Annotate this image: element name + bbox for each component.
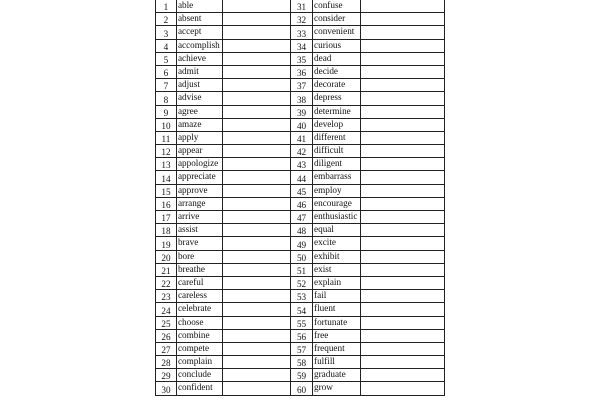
right-word-cell: excite xyxy=(313,237,361,250)
right-word-cell: diligent xyxy=(313,158,361,171)
right-answer-cell xyxy=(361,158,445,171)
right-word-cell: encourage xyxy=(313,197,361,210)
right-number-cell: 46 xyxy=(291,197,313,210)
right-answer-cell xyxy=(361,65,445,78)
left-word-cell: careful xyxy=(176,276,222,289)
right-answer-cell xyxy=(361,329,445,342)
table-row xyxy=(156,211,445,224)
left-answer-cell xyxy=(223,118,291,131)
right-answer-cell xyxy=(361,105,445,118)
left-answer-cell xyxy=(223,329,291,342)
right-number-cell: 53 xyxy=(291,290,313,303)
left-word-cell: accomplish xyxy=(176,39,222,52)
right-number-cell: 48 xyxy=(291,224,313,237)
right-number-cell: 55 xyxy=(291,316,313,329)
left-word-cell: confident xyxy=(176,382,222,395)
left-word-cell: bore xyxy=(176,250,222,263)
left-answer-cell xyxy=(223,197,291,210)
right-number-cell: 37 xyxy=(291,79,313,92)
left-number-cell: 30 xyxy=(156,382,177,395)
left-number-cell: 28 xyxy=(156,356,177,369)
left-word-cell: amaze xyxy=(176,118,222,131)
left-number-cell: 8 xyxy=(156,92,177,105)
left-word-cell: able xyxy=(176,0,222,13)
vocabulary-table-body xyxy=(156,0,445,395)
left-word-cell: compete xyxy=(176,342,222,355)
right-number-cell: 45 xyxy=(291,184,313,197)
right-word-cell: graduate xyxy=(313,369,361,382)
right-number-cell: 50 xyxy=(291,250,313,263)
left-answer-cell xyxy=(223,105,291,118)
left-word-cell: appologize xyxy=(176,158,222,171)
left-word-cell: adjust xyxy=(176,79,222,92)
right-word-cell: equal xyxy=(313,224,361,237)
right-answer-cell xyxy=(361,13,445,26)
right-word-cell: grow xyxy=(313,382,361,395)
right-word-cell: employ xyxy=(313,184,361,197)
left-answer-cell xyxy=(223,342,291,355)
left-word-cell: assist xyxy=(176,224,222,237)
left-answer-cell xyxy=(223,290,291,303)
table-row xyxy=(156,303,445,316)
left-answer-cell xyxy=(223,356,291,369)
left-number-cell: 6 xyxy=(156,65,177,78)
table-row xyxy=(156,26,445,39)
right-number-cell: 56 xyxy=(291,329,313,342)
left-answer-cell xyxy=(223,171,291,184)
right-answer-cell xyxy=(361,118,445,131)
left-answer-cell xyxy=(223,369,291,382)
right-number-cell: 58 xyxy=(291,356,313,369)
right-word-cell: exhibit xyxy=(313,250,361,263)
table-row xyxy=(156,131,445,144)
left-answer-cell xyxy=(223,237,291,250)
table-row xyxy=(156,145,445,158)
left-number-cell: 11 xyxy=(156,131,177,144)
right-answer-cell xyxy=(361,224,445,237)
left-number-cell: 23 xyxy=(156,290,177,303)
right-number-cell: 51 xyxy=(291,263,313,276)
right-word-cell: decide xyxy=(313,65,361,78)
right-word-cell: develop xyxy=(313,118,361,131)
table-row xyxy=(156,263,445,276)
left-answer-cell xyxy=(223,145,291,158)
left-answer-cell xyxy=(223,39,291,52)
right-answer-cell xyxy=(361,356,445,369)
table-row xyxy=(156,290,445,303)
left-answer-cell xyxy=(223,52,291,65)
right-word-cell: fail xyxy=(313,290,361,303)
left-answer-cell xyxy=(223,158,291,171)
left-word-cell: choose xyxy=(176,316,222,329)
right-number-cell: 44 xyxy=(291,171,313,184)
right-number-cell: 34 xyxy=(291,39,313,52)
left-word-cell: agree xyxy=(176,105,222,118)
left-number-cell: 15 xyxy=(156,184,177,197)
left-word-cell: absent xyxy=(176,13,222,26)
right-number-cell: 43 xyxy=(291,158,313,171)
left-word-cell: combine xyxy=(176,329,222,342)
left-word-cell: arrange xyxy=(176,197,222,210)
right-word-cell: enthusiastic xyxy=(313,211,361,224)
left-answer-cell xyxy=(223,303,291,316)
right-answer-cell xyxy=(361,0,445,13)
right-answer-cell xyxy=(361,39,445,52)
left-answer-cell xyxy=(223,224,291,237)
right-word-cell: different xyxy=(313,131,361,144)
left-word-cell: appear xyxy=(176,145,222,158)
left-number-cell: 16 xyxy=(156,197,177,210)
right-number-cell: 60 xyxy=(291,382,313,395)
left-number-cell: 9 xyxy=(156,105,177,118)
table-row xyxy=(156,118,445,131)
table-row xyxy=(156,276,445,289)
right-number-cell: 49 xyxy=(291,237,313,250)
left-number-cell: 5 xyxy=(156,52,177,65)
table-row xyxy=(156,105,445,118)
right-answer-cell xyxy=(361,145,445,158)
right-word-cell: difficult xyxy=(313,145,361,158)
right-number-cell: 32 xyxy=(291,13,313,26)
table-row xyxy=(156,79,445,92)
right-word-cell: depress xyxy=(313,92,361,105)
table-row xyxy=(156,342,445,355)
left-word-cell: apply xyxy=(176,131,222,144)
left-word-cell: breathe xyxy=(176,263,222,276)
table-row xyxy=(156,356,445,369)
right-number-cell: 52 xyxy=(291,276,313,289)
left-number-cell: 3 xyxy=(156,26,177,39)
left-answer-cell xyxy=(223,184,291,197)
left-number-cell: 24 xyxy=(156,303,177,316)
right-word-cell: fortunate xyxy=(313,316,361,329)
left-answer-cell xyxy=(223,276,291,289)
left-answer-cell xyxy=(223,92,291,105)
left-number-cell: 18 xyxy=(156,224,177,237)
right-number-cell: 57 xyxy=(291,342,313,355)
right-number-cell: 40 xyxy=(291,118,313,131)
right-answer-cell xyxy=(361,382,445,395)
right-answer-cell xyxy=(361,211,445,224)
right-number-cell: 31 xyxy=(291,0,313,13)
table-row xyxy=(156,171,445,184)
right-word-cell: fluent xyxy=(313,303,361,316)
left-number-cell: 26 xyxy=(156,329,177,342)
right-answer-cell xyxy=(361,369,445,382)
right-number-cell: 47 xyxy=(291,211,313,224)
right-answer-cell xyxy=(361,171,445,184)
table-row xyxy=(156,13,445,26)
table-row xyxy=(156,92,445,105)
left-number-cell: 10 xyxy=(156,118,177,131)
table-row xyxy=(156,65,445,78)
right-answer-cell xyxy=(361,131,445,144)
right-answer-cell xyxy=(361,276,445,289)
left-answer-cell xyxy=(223,65,291,78)
left-answer-cell xyxy=(223,211,291,224)
right-word-cell: free xyxy=(313,329,361,342)
left-word-cell: accept xyxy=(176,26,222,39)
left-word-cell: achieve xyxy=(176,52,222,65)
left-word-cell: complain xyxy=(176,356,222,369)
table-row xyxy=(156,369,445,382)
left-number-cell: 13 xyxy=(156,158,177,171)
left-number-cell: 25 xyxy=(156,316,177,329)
left-number-cell: 22 xyxy=(156,276,177,289)
left-number-cell: 27 xyxy=(156,342,177,355)
right-word-cell: fulfill xyxy=(313,356,361,369)
left-answer-cell xyxy=(223,0,291,13)
left-word-cell: approve xyxy=(176,184,222,197)
right-answer-cell xyxy=(361,184,445,197)
right-answer-cell xyxy=(361,197,445,210)
right-word-cell: embarrass xyxy=(313,171,361,184)
right-number-cell: 36 xyxy=(291,65,313,78)
right-number-cell: 38 xyxy=(291,92,313,105)
right-word-cell: curious xyxy=(313,39,361,52)
left-number-cell: 29 xyxy=(156,369,177,382)
left-answer-cell xyxy=(223,316,291,329)
right-word-cell: explain xyxy=(313,276,361,289)
table-row xyxy=(156,224,445,237)
right-number-cell: 41 xyxy=(291,131,313,144)
left-number-cell: 17 xyxy=(156,211,177,224)
right-word-cell: consider xyxy=(313,13,361,26)
left-word-cell: appreciate xyxy=(176,171,222,184)
right-number-cell: 59 xyxy=(291,369,313,382)
left-answer-cell xyxy=(223,131,291,144)
right-answer-cell xyxy=(361,250,445,263)
table-row xyxy=(156,39,445,52)
table-row xyxy=(156,382,445,395)
left-number-cell: 21 xyxy=(156,263,177,276)
right-answer-cell xyxy=(361,237,445,250)
right-number-cell: 35 xyxy=(291,52,313,65)
right-answer-cell xyxy=(361,303,445,316)
left-word-cell: conclude xyxy=(176,369,222,382)
left-answer-cell xyxy=(223,79,291,92)
right-answer-cell xyxy=(361,263,445,276)
table-row xyxy=(156,237,445,250)
right-word-cell: convenient xyxy=(313,26,361,39)
left-word-cell: celebrate xyxy=(176,303,222,316)
right-word-cell: determine xyxy=(313,105,361,118)
table-row xyxy=(156,0,445,13)
table-row xyxy=(156,250,445,263)
left-answer-cell xyxy=(223,13,291,26)
left-answer-cell xyxy=(223,26,291,39)
left-answer-cell xyxy=(223,263,291,276)
left-word-cell: arrive xyxy=(176,211,222,224)
right-word-cell: exist xyxy=(313,263,361,276)
left-number-cell: 12 xyxy=(156,145,177,158)
left-number-cell: 2 xyxy=(156,13,177,26)
right-word-cell: dead xyxy=(313,52,361,65)
right-answer-cell xyxy=(361,290,445,303)
right-answer-cell xyxy=(361,79,445,92)
left-number-cell: 1 xyxy=(156,0,177,13)
vocabulary-table xyxy=(155,0,445,396)
table-row xyxy=(156,316,445,329)
left-number-cell: 4 xyxy=(156,39,177,52)
table-row xyxy=(156,184,445,197)
right-number-cell: 54 xyxy=(291,303,313,316)
left-number-cell: 20 xyxy=(156,250,177,263)
right-number-cell: 42 xyxy=(291,145,313,158)
right-answer-cell xyxy=(361,26,445,39)
left-word-cell: careless xyxy=(176,290,222,303)
left-word-cell: brave xyxy=(176,237,222,250)
right-word-cell: frequent xyxy=(313,342,361,355)
table-row xyxy=(156,158,445,171)
right-number-cell: 39 xyxy=(291,105,313,118)
table-row xyxy=(156,329,445,342)
left-number-cell: 7 xyxy=(156,79,177,92)
right-answer-cell xyxy=(361,92,445,105)
left-number-cell: 14 xyxy=(156,171,177,184)
right-answer-cell xyxy=(361,316,445,329)
table-row xyxy=(156,52,445,65)
table-row xyxy=(156,197,445,210)
right-word-cell: confuse xyxy=(313,0,361,13)
right-answer-cell xyxy=(361,342,445,355)
right-word-cell: decorate xyxy=(313,79,361,92)
left-answer-cell xyxy=(223,250,291,263)
right-answer-cell xyxy=(361,52,445,65)
left-word-cell: admit xyxy=(176,65,222,78)
left-answer-cell xyxy=(223,382,291,395)
left-word-cell: advise xyxy=(176,92,222,105)
left-number-cell: 19 xyxy=(156,237,177,250)
right-number-cell: 33 xyxy=(291,26,313,39)
